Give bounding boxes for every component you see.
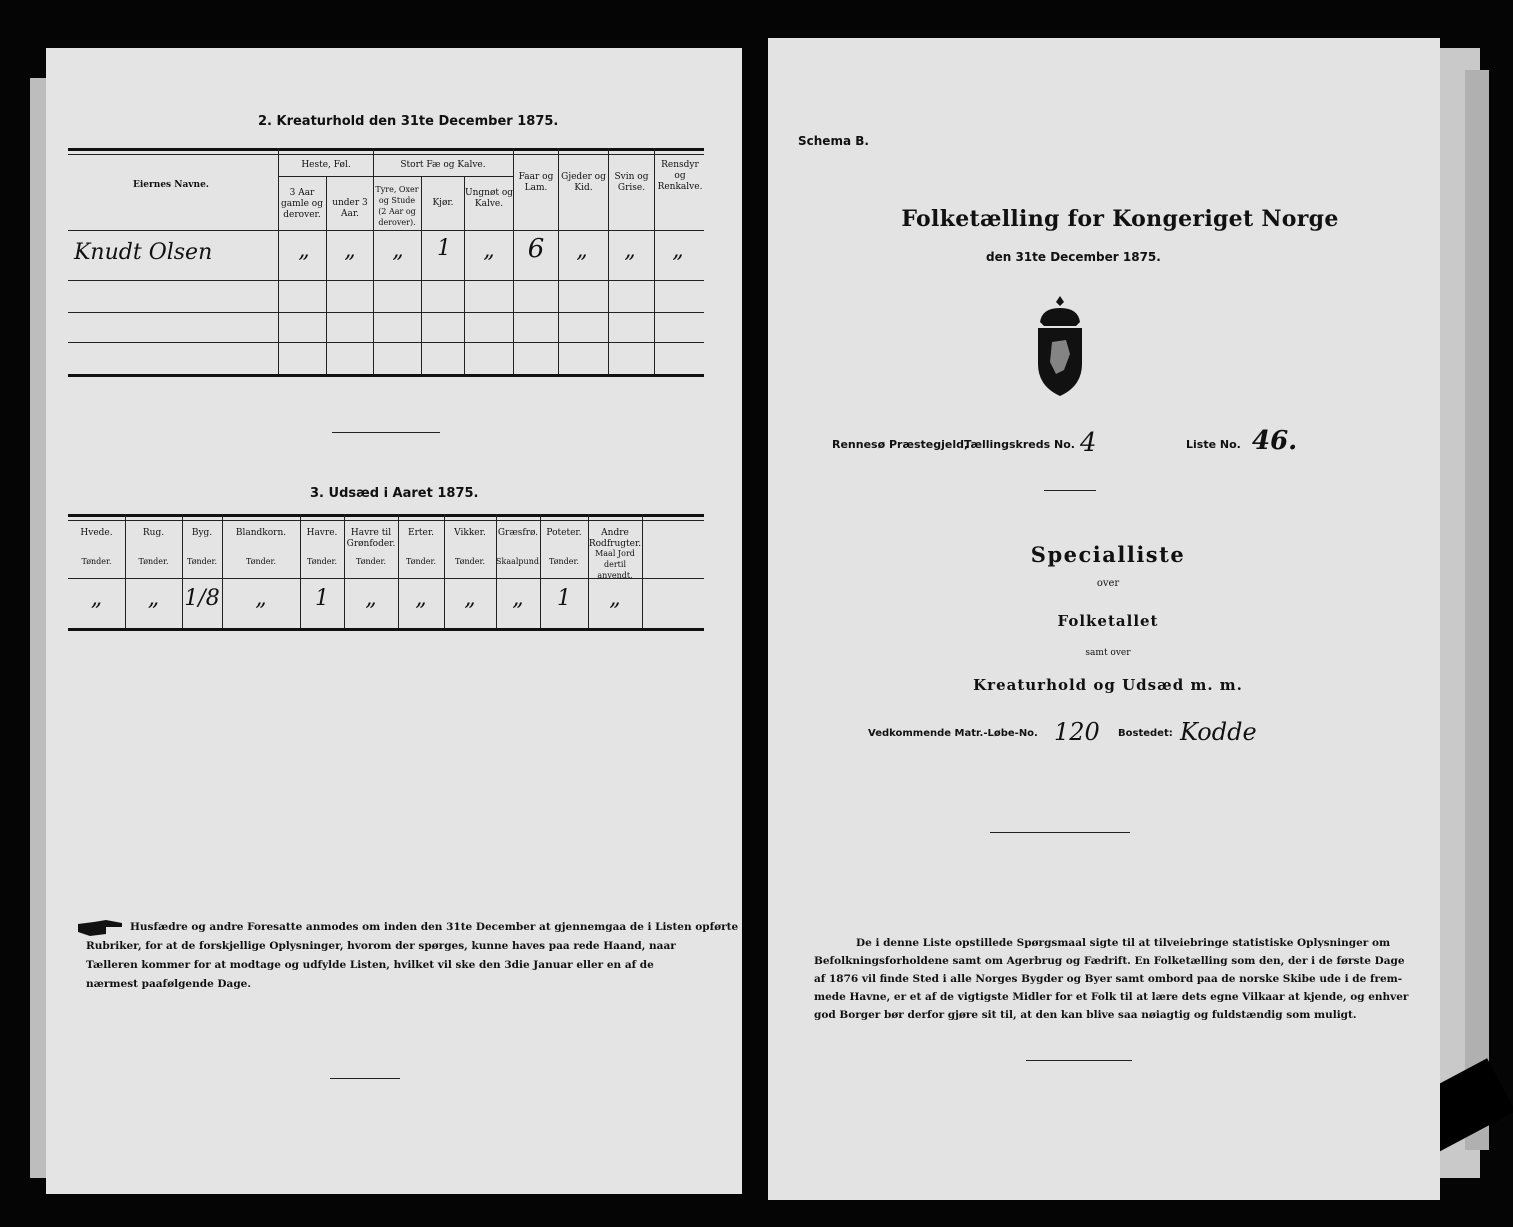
kreaturhold-label: Kreaturhold og Udsæd m. m. <box>973 676 1243 694</box>
notice-line: Husfædre og andre Foresatte anmodes om inden den 31te December at gjennemgaa de i Listen opførte <box>130 921 739 933</box>
header-svin: Svin og Grise. <box>614 172 649 193</box>
notice-line: Tælleren kommer for at modtage og udfylde Listen, hvilket vil ske den 3die Januar eller en af de <box>86 959 654 971</box>
district-line <box>832 426 1392 464</box>
seed-value: „ <box>90 586 103 611</box>
kreds-label: Tællingskreds No. <box>964 438 1075 451</box>
liste-value: 46. <box>1252 426 1298 456</box>
divider <box>990 832 1130 833</box>
over-label: over <box>1096 578 1120 589</box>
seed-header-unit: Maal Jord dertil anvendt. <box>595 549 635 580</box>
seed-header-unit: Tønder. <box>548 557 580 566</box>
right-page <box>768 38 1440 1200</box>
seed-header-unit: Tønder. <box>306 557 338 566</box>
seed-value: „ <box>147 586 160 611</box>
seed-value: 1 <box>315 586 329 611</box>
header-heste: Heste, Føl. <box>301 160 351 170</box>
section3-title: 3. Udsæd i Aaret 1875. <box>310 486 479 501</box>
under-sheet-right-2 <box>1465 70 1489 1150</box>
seed-header-unit: Skaalpund. <box>496 557 542 566</box>
notice-line: Rubriker, for at de forskjellige Oplysninger, hvorom der spørges, kunne haves paa rede Haand, naar <box>86 940 676 952</box>
seed-header-name: Rug. <box>142 528 165 538</box>
header-heste-b: under 3 Aar. <box>332 198 368 219</box>
livestock-value: „ <box>298 238 310 263</box>
seed-value: „ <box>464 586 476 611</box>
header-faar: Faar og Lam. <box>518 172 554 193</box>
matr-line <box>868 720 1368 750</box>
document-title: Folketælling for Kongeriget Norge <box>901 206 1339 232</box>
seed-header-name: Vikker. <box>454 528 486 538</box>
header-storfe-b: Kjør. <box>432 198 454 208</box>
livestock-value: 6 <box>527 234 545 264</box>
bosted-value: Kodde <box>1180 718 1257 746</box>
divider <box>1026 1060 1132 1061</box>
specialliste-title: Specialliste <box>1030 542 1186 567</box>
seed-value: „ <box>365 586 377 611</box>
seed-header-name: Havre. <box>306 528 338 538</box>
bosted-label: Bostedet: <box>1118 728 1173 739</box>
header-rensdyr: Rensdyr og Renkalve. <box>657 160 703 192</box>
header-owner: Eiernes Navne. <box>133 180 209 190</box>
matr-label: Vedkommende Matr.-Løbe-No. <box>868 728 1038 739</box>
kreds-value: 4 <box>1080 428 1097 458</box>
livestock-value: „ <box>483 238 495 263</box>
seed-header-unit: Tønder. <box>405 557 437 566</box>
paragraph-line: Befolkningsforholdene samt om Agerbrug og Fædrift. En Folketælling som den, der i de første Dage <box>814 955 1405 967</box>
prestegjeld-label: Rennesø Præstegjeld, <box>832 438 969 451</box>
divider <box>332 432 440 433</box>
divider <box>330 1078 400 1079</box>
seed-header-unit: Tønder. <box>138 557 169 566</box>
folketallet-label: Folketallet <box>1057 612 1159 630</box>
livestock-value: „ <box>344 238 356 263</box>
livestock-owner-name: Knudt Olsen <box>74 240 213 265</box>
pointing-hand-icon <box>76 918 126 938</box>
divider <box>1044 490 1096 491</box>
samt-over-label: samt over <box>1085 648 1131 658</box>
seed-value: „ <box>609 586 621 611</box>
seed-value: „ <box>255 586 267 611</box>
livestock-value: „ <box>576 238 588 263</box>
livestock-value: „ <box>672 238 684 263</box>
header-storfe: Stort Fæ og Kalve. <box>400 160 486 170</box>
matr-value: 120 <box>1054 718 1100 746</box>
livestock-value: „ <box>392 238 404 263</box>
norwegian-coat-of-arms-icon <box>1030 294 1090 400</box>
seed-value: 1 <box>557 586 571 611</box>
header-gjeder: Gjeder og Kid. <box>561 172 606 193</box>
section2-title: 2. Kreaturhold den 31te December 1875. <box>258 114 559 129</box>
seed-value: 1/8 <box>184 586 220 611</box>
header-heste-a: 3 Aar gamle og derover. <box>281 188 323 220</box>
seed-header-name: Poteter. <box>546 528 582 538</box>
seed-header-unit: Tønder. <box>454 557 486 566</box>
seed-header-unit: Tønder. <box>245 557 277 566</box>
seed-header-unit: Tønder. <box>81 557 112 566</box>
header-storfe-a: Tyre, Oxer og Stude (2 Aar og derover). <box>375 185 419 227</box>
notice-line: nærmest paafølgende Dage. <box>86 978 251 990</box>
liste-label: Liste No. <box>1186 438 1241 451</box>
livestock-value: 1 <box>437 236 451 261</box>
seed-header-name: Erter. <box>408 528 434 538</box>
seed-header-name: Byg. <box>191 528 213 538</box>
seed-header-name: Blandkorn. <box>235 528 287 538</box>
schema-label: Schema B. <box>798 134 869 148</box>
livestock-value: „ <box>624 238 636 263</box>
seed-header-name: Andre Rodfrugter. <box>588 528 642 549</box>
seed-header-name: Hvede. <box>80 528 113 538</box>
seed-header-name: Græsfrø. <box>497 528 539 538</box>
seed-value: „ <box>512 586 524 611</box>
header-storfe-c: Ungnøt og Kalve. <box>465 188 514 209</box>
document-date: den 31te December 1875. <box>986 250 1161 264</box>
seed-header-unit: Tønder. <box>186 557 218 566</box>
paragraph-line: mede Havne, er et af de vigtigste Midler for et Folk til at lære dets egne Vilkaar at kjende, og enhver <box>814 991 1409 1003</box>
paragraph-line: af 1876 vil finde Sted i alle Norges Bygder og Byer samt ombord paa de norske Skibe ude i de frem- <box>814 973 1403 985</box>
seed-value: „ <box>415 586 427 611</box>
seed-header-unit: Tønder. <box>355 557 387 566</box>
left-page <box>46 48 742 1194</box>
seed-header-name: Havre til Grønfoder. <box>346 528 396 549</box>
paragraph-line: god Borger bør derfor gjøre sit til, at den kan blive saa nøiagtig og fuldstændig som muligt. <box>814 1009 1357 1021</box>
paragraph-line: De i denne Liste opstillede Spørgsmaal sigte til at tilveiebringe statistiske Oplysninger om <box>856 937 1391 949</box>
